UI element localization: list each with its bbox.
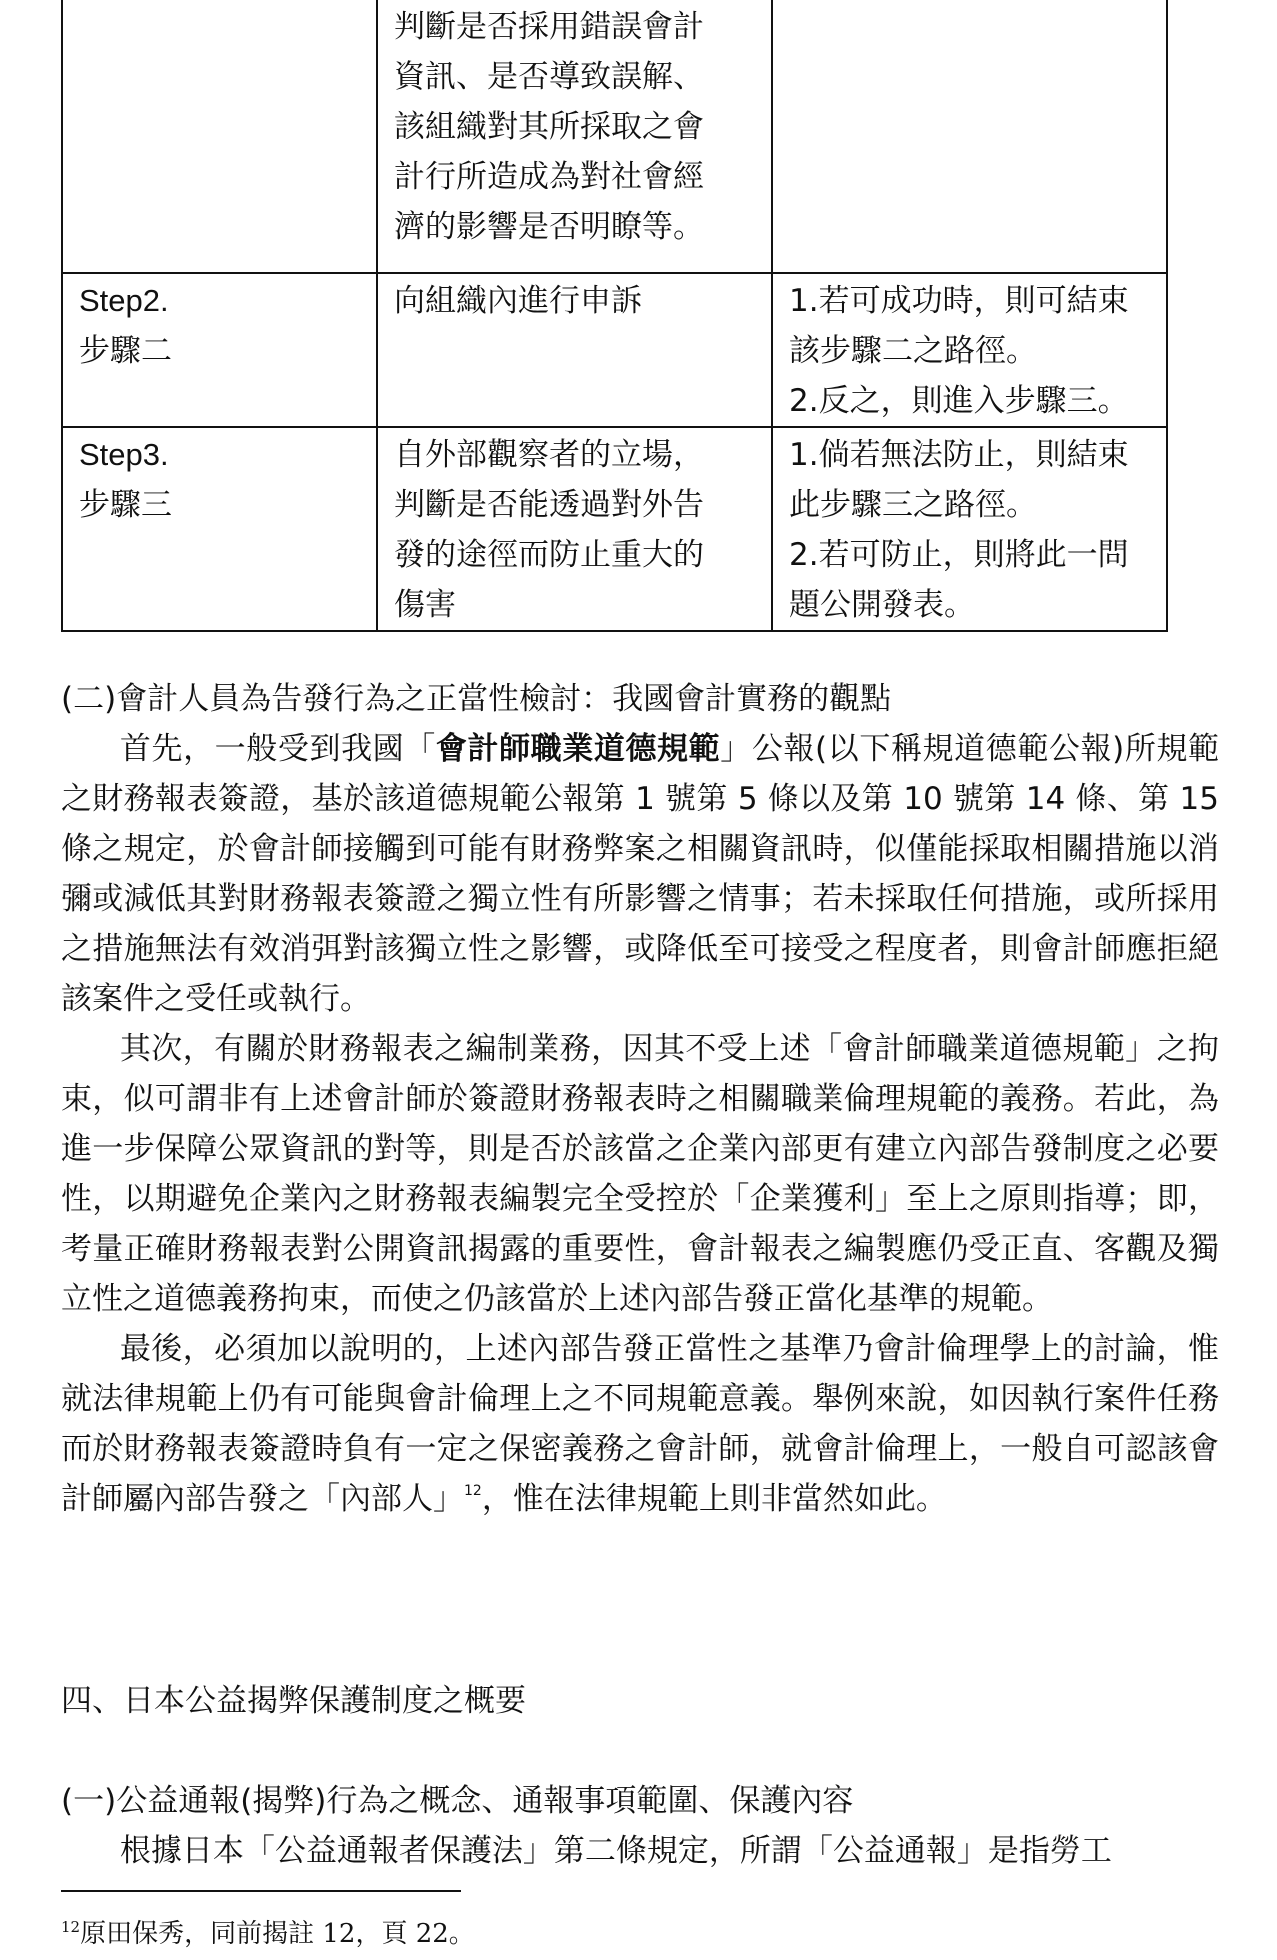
paragraph-text: 首先，一般受到我國「 bbox=[119, 731, 436, 767]
paragraph-text: 最後，必須加以說明的，上述內部告發正當性之基準乃會計倫理學上的討論，惟就法律規範上仍有可能與會計倫理上之不同規範意義。舉例來說，如因執行案件任務而於財務報表簽證時負有一定之保密義務之會計師，就會計倫理上，一般自可認該會計師屬內部告發之「內部人」 bbox=[61, 1331, 1219, 1517]
paragraph-text: 」公報(以下稱規道德範公報)所規範之財務報表簽證，基於該道德規範公報第 1 號第 5 條以及第 10 號第 14 條、第 15 條之規定，於會計師接觸到可能有財務弊案之相關資訊時，似僅能採取相關措施以消彌或減低其對財務報表簽證之獨立性有所影響之情事；若未採取任何措施，或所採用之措施無法有效消弭對該獨立性之影響，或降低至可接受之程度者，則會計師應拒絕該案件之受任或執行。 bbox=[61, 731, 1220, 1017]
step-cell: Step2. 步驟二 bbox=[62, 273, 377, 427]
action-cell: 自外部觀察者的立場， 判斷是否能透過對外告 發的途徑而防止重大的 傷害 bbox=[377, 427, 772, 631]
action-cell: 向組織內進行申訴 bbox=[377, 273, 772, 427]
table-row bbox=[62, 273, 1167, 427]
bold-term: 會計師職業道德規範 bbox=[435, 731, 721, 767]
body-text bbox=[61, 724, 1219, 1524]
table-row bbox=[62, 427, 1167, 631]
table-row bbox=[62, 0, 1167, 273]
paragraph: 根據日本「公益通報者保護法」第二條規定，所謂「公益通報」是指勞工 bbox=[119, 1833, 1112, 1869]
footnote-ref: 12 bbox=[464, 1483, 482, 1499]
step-cell: Step3. 步驟三 bbox=[62, 427, 377, 631]
section-heading: 四、日本公益揭弊保護制度之概要 bbox=[61, 1683, 526, 1719]
steps-table bbox=[61, 0, 1168, 632]
paragraph bbox=[61, 724, 1219, 1024]
result-cell: 1.倘若無法防止，則結束 此步驟三之路徑。 2.若可防止，則將此一問 題公開發表。 bbox=[772, 427, 1167, 631]
footnote-divider bbox=[61, 1890, 461, 1892]
paragraph-text: ，惟在法律規範上則非當然如此。 bbox=[481, 1481, 947, 1517]
section-heading: (二)會計人員為告發行為之正當性檢討：我國會計實務的觀點 bbox=[61, 681, 892, 717]
subsection-heading: (一)公益通報(揭弊)行為之概念、通報事項範圍、保護內容 bbox=[61, 1783, 854, 1819]
footnote bbox=[61, 1916, 475, 1952]
body-text bbox=[61, 1826, 1219, 1876]
footnote-text: 原田保秀，同前揭註 12，頁 22。 bbox=[80, 1919, 475, 1949]
result-cell bbox=[772, 0, 1167, 273]
footnote-number: 12 bbox=[61, 1918, 81, 1936]
result-cell: 1.若可成功時，則可結束 該步驟二之路徑。 2.反之，則進入步驟三。 bbox=[772, 273, 1167, 427]
step-cell bbox=[62, 0, 377, 273]
paragraph: 其次，有關於財務報表之編制業務，因其不受上述「會計師職業道德規範」之拘束，似可謂非有上述會計師於簽證財務報表時之相關職業倫理規範的義務。若此，為進一步保障公眾資訊的對等，則是否於該當之企業內部更有建立內部告發制度之必要性，以期避免企業內之財務報表編製完全受控於「企業獲利」至上之原則指導；即，考量正確財務報表對公開資訊揭露的重要性，會計報表之編製應仍受正直、客觀及獨立性之道德義務拘束，而使之仍該當於上述內部告發正當化基準的規範。 bbox=[61, 1031, 1219, 1317]
action-cell: 判斷是否採用錯誤會計 資訊、是否導致誤解、 該組織對其所採取之會 計行所造成為對社會經 濟的影響是否明瞭等。 bbox=[377, 0, 772, 273]
paragraph bbox=[61, 1324, 1219, 1524]
